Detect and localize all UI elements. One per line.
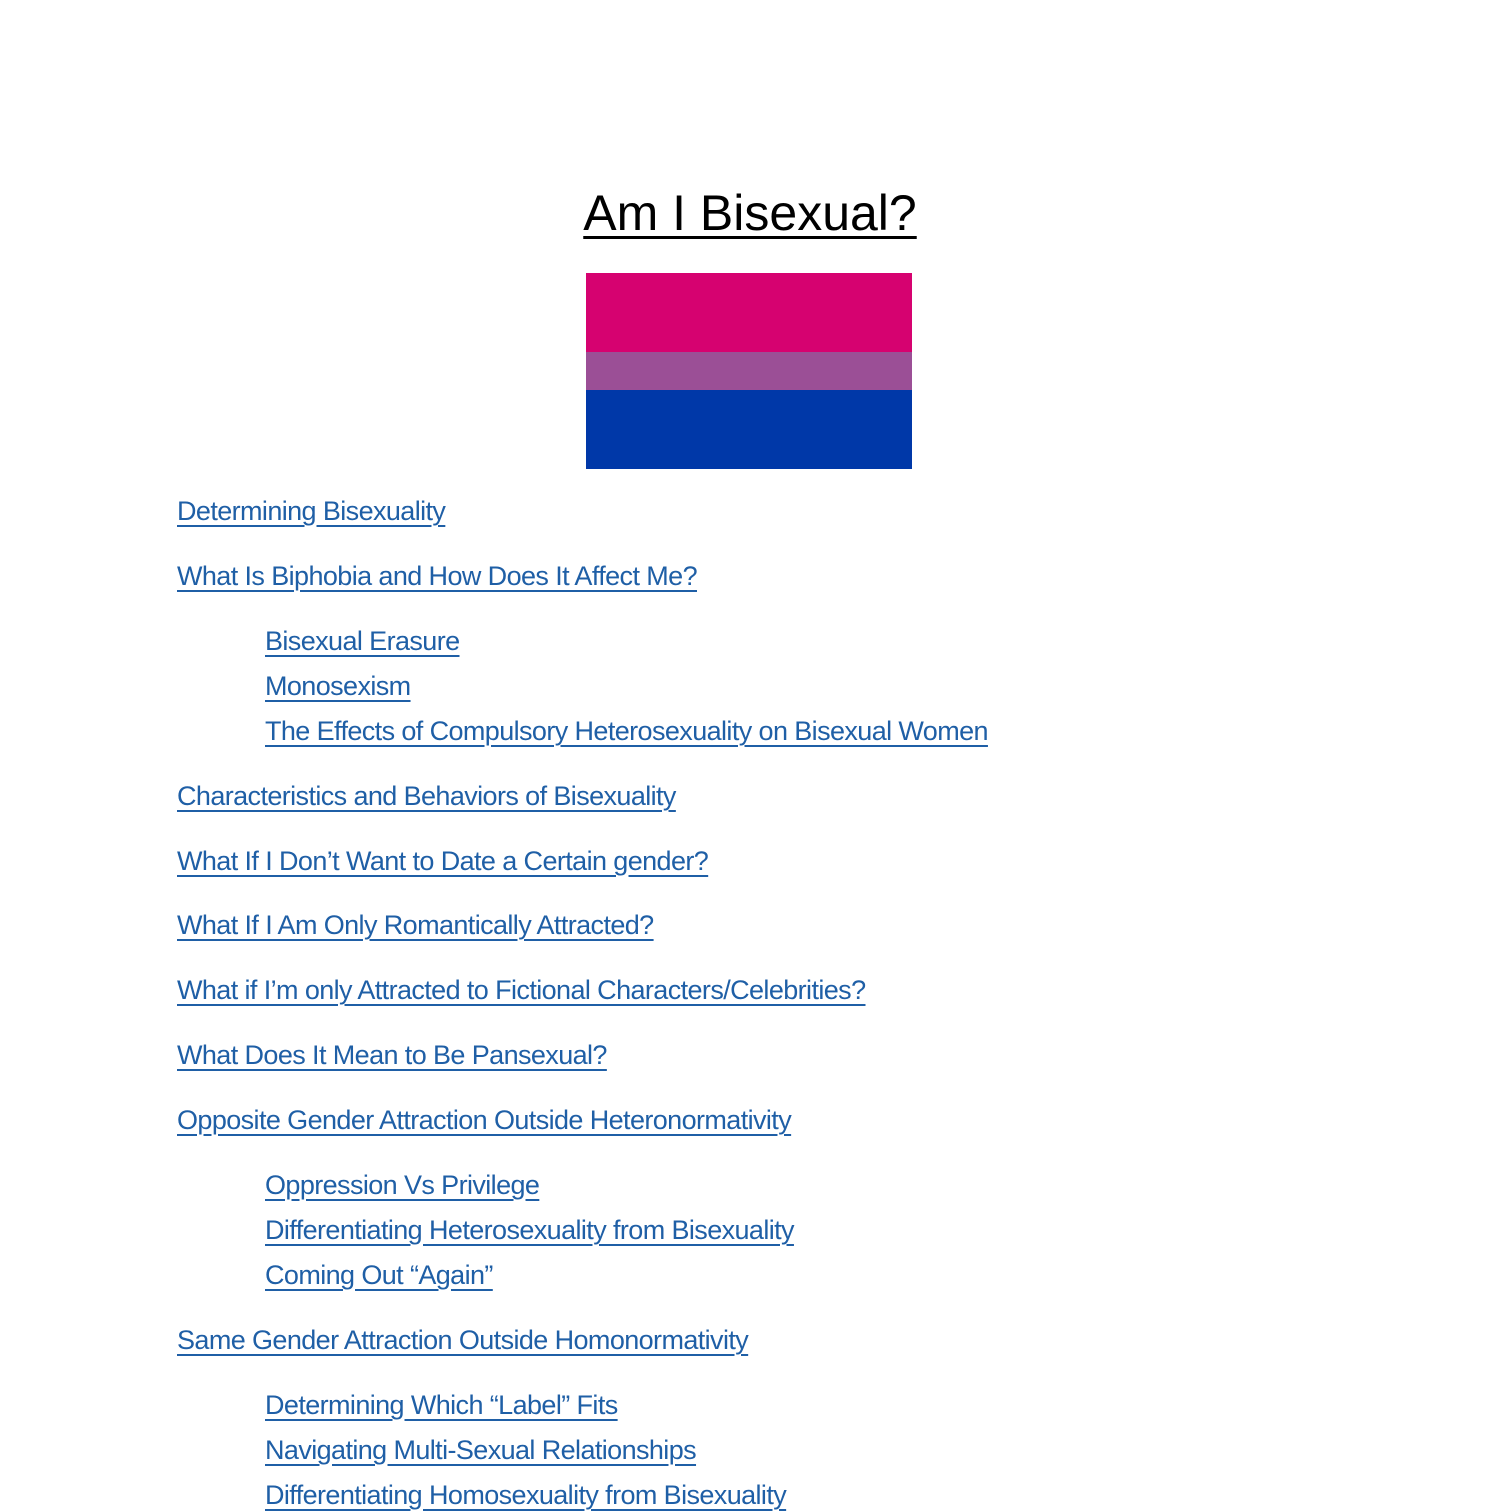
toc-link[interactable]: Bisexual Erasure xyxy=(265,626,460,656)
toc-link[interactable]: What Does It Mean to Be Pansexual? xyxy=(177,1040,607,1070)
toc-link[interactable]: Opposite Gender Attraction Outside Heteronormativity xyxy=(177,1105,792,1135)
toc-link[interactable]: What If I Am Only Romantically Attracted? xyxy=(177,910,654,940)
flag-stripe-purple xyxy=(586,352,912,390)
toc-link[interactable]: What If I Don’t Want to Date a Certain gender? xyxy=(177,846,709,876)
toc-link[interactable]: The Effects of Compulsory Heterosexuality on Bisexual Women xyxy=(265,716,988,746)
toc-link[interactable]: Same Gender Attraction Outside Homonormativity xyxy=(177,1325,749,1355)
toc-link[interactable]: Differentiating Heterosexuality from Bisexuality xyxy=(265,1215,794,1245)
toc-link[interactable]: Determining Bisexuality xyxy=(177,496,446,526)
toc-link[interactable]: Monosexism xyxy=(265,671,411,701)
toc-link[interactable]: Determining Which “Label” Fits xyxy=(265,1390,618,1420)
toc-link[interactable]: Characteristics and Behaviors of Bisexuality xyxy=(177,781,676,811)
flag-stripe-pink xyxy=(586,273,912,352)
flag-stripe-blue xyxy=(586,390,912,469)
toc-link[interactable]: What Is Biphobia and How Does It Affect Me? xyxy=(177,561,697,591)
toc-link[interactable]: Oppression Vs Privilege xyxy=(265,1170,540,1200)
toc-link[interactable]: Differentiating Homosexuality from Bisexuality xyxy=(265,1480,787,1510)
toc-link[interactable]: Navigating Multi-Sexual Relationships xyxy=(265,1435,697,1465)
bisexual-pride-flag xyxy=(586,273,912,469)
toc-link[interactable]: Coming Out “Again” xyxy=(265,1260,493,1290)
toc-link[interactable]: What if I’m only Attracted to Fictional Characters/Celebrities? xyxy=(177,975,866,1005)
document-title: Am I Bisexual? xyxy=(583,185,917,241)
